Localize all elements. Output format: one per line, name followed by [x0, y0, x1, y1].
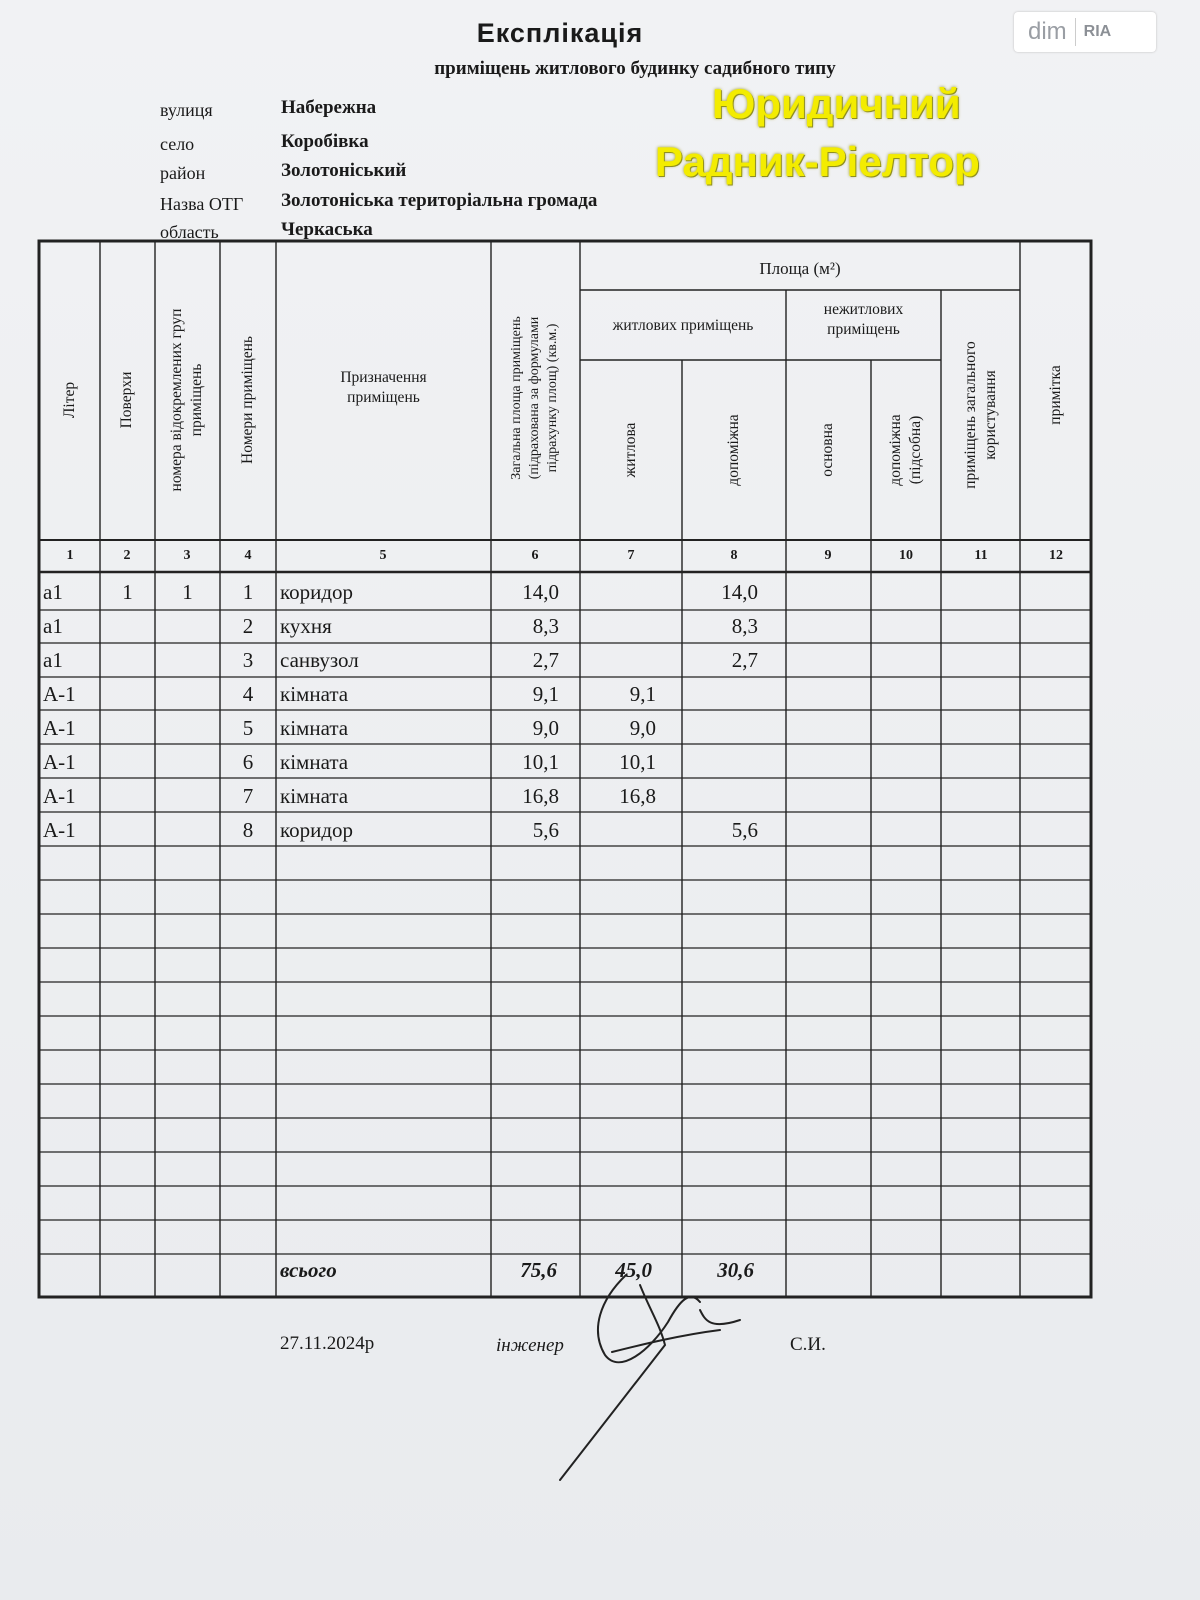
watermark-line2: Радник-Ріелтор: [655, 138, 980, 185]
address-label-community: Назва ОТГ: [160, 194, 244, 214]
cell-living-area: [580, 576, 656, 609]
totals-total-area: 75,6: [520, 1258, 557, 1282]
cell-group: [155, 780, 220, 813]
cell-total-area: 10,1: [522, 750, 559, 774]
cell-aux-area: [682, 712, 758, 745]
totals-living-area: 45,0: [615, 1258, 652, 1282]
header-room-number: Номери приміщень: [239, 336, 257, 464]
cell-purpose: коридор: [280, 580, 354, 604]
cell-liter: А-1: [43, 818, 76, 842]
cell-purpose: кімната: [280, 682, 349, 706]
header-total-area: [508, 316, 562, 479]
header-nonliving-main: основна: [819, 423, 837, 477]
cell-group: [155, 678, 220, 711]
cell-group: [155, 712, 220, 745]
header-living-aux: допоміжна: [725, 414, 743, 486]
cell-aux-area: [682, 746, 758, 779]
engineer-signature: [560, 1275, 740, 1480]
column-number-3: 3: [183, 548, 191, 563]
address-value-district: Золотоніський: [281, 160, 407, 181]
column-number-2: 2: [123, 548, 131, 563]
cell-group: [155, 644, 220, 677]
header-nonliving-group: [786, 300, 941, 340]
header-area-group: Площа (м²): [759, 259, 841, 278]
cell-purpose: коридор: [280, 818, 354, 842]
address-value-village: Коробівка: [281, 131, 369, 152]
cell-floor: [100, 780, 155, 813]
column-number-12: 12: [1049, 548, 1063, 563]
cell-liter: А-1: [43, 716, 76, 740]
column-number-4: 4: [244, 548, 252, 563]
cell-floor: [100, 678, 155, 711]
cell-liter: А-1: [43, 784, 76, 808]
header-nonliving-line1: нежитлових: [823, 301, 904, 318]
address-value-street: Набережна: [281, 97, 377, 118]
cell-living-area: 9,0: [629, 716, 656, 740]
column-number-5: 5: [379, 548, 387, 563]
cell-group: [155, 746, 220, 779]
cell-group: 1: [182, 580, 193, 604]
cell-total-area: 2,7: [532, 648, 559, 672]
address-value-region: Черкаська: [281, 219, 373, 240]
cell-room-number: 7: [242, 784, 254, 808]
cell-floor: [100, 644, 155, 677]
cell-aux-area: 14,0: [721, 580, 758, 604]
cell-liter: а1: [43, 580, 63, 604]
document-title: Експлікація: [476, 18, 644, 48]
footer-role: інженер: [496, 1335, 564, 1356]
header-living-main: житлова: [622, 422, 640, 478]
header-nonliving-aux-line1: допоміжна: [887, 414, 905, 486]
header-total-area-line2: (підрахована за формулами: [527, 316, 543, 480]
footer-date: 27.11.2024р: [280, 1333, 375, 1354]
address-label-district: район: [160, 163, 206, 183]
header-purpose-line1: Призначення: [340, 369, 427, 386]
address-label-region: область: [160, 222, 219, 242]
cell-total-area: 9,0: [532, 716, 559, 740]
cell-room-number: 2: [242, 614, 254, 638]
header-total-area-line1: Загальна площа приміщень: [509, 316, 525, 480]
footer-initials: С.И.: [790, 1334, 826, 1355]
cell-living-area: [580, 814, 656, 847]
document-subtitle: приміщень житлового будинку садибного типу: [434, 58, 836, 79]
cell-living-area: [580, 610, 656, 643]
cell-purpose: кімната: [280, 784, 349, 808]
cell-purpose: санвузол: [280, 648, 359, 672]
cell-aux-area: 8,3: [731, 614, 758, 638]
column-number-9: 9: [824, 548, 832, 563]
column-number-8: 8: [730, 548, 738, 563]
cell-purpose: кімната: [280, 750, 349, 774]
header-common-use-line1: приміщень загального: [962, 341, 980, 489]
cell-total-area: 14,0: [522, 580, 559, 604]
cell-floor: [100, 610, 155, 643]
totals-aux-area: 30,6: [717, 1258, 754, 1282]
cell-total-area: 16,8: [522, 784, 559, 808]
cell-purpose: кухня: [280, 614, 332, 638]
header-groups-line1: номера відокремлених груп: [168, 308, 186, 492]
address-value-community: Золотоніська територіальна громада: [281, 190, 598, 211]
column-number-11: 11: [974, 548, 988, 563]
cell-aux-area: [682, 678, 758, 711]
cell-group: [155, 814, 220, 847]
cell-room-number: 3: [242, 648, 254, 672]
cell-floor: 1: [122, 580, 133, 604]
column-number-6: 6: [531, 548, 539, 563]
cell-aux-area: 5,6: [731, 818, 758, 842]
cell-room-number: 6: [242, 750, 254, 774]
cell-total-area: 8,3: [532, 614, 559, 638]
cell-room-number: 5: [242, 716, 254, 740]
cell-purpose: кімната: [280, 716, 349, 740]
header-common-use-line2: користування: [982, 370, 999, 460]
watermark-line1: Юридичний: [712, 80, 961, 127]
cell-living-area: 9,1: [629, 682, 656, 706]
header-living-group: житлових приміщень: [612, 317, 754, 334]
cell-liter: А-1: [43, 682, 76, 706]
cell-room-number: 8: [242, 818, 254, 842]
header-nonliving-line2: приміщень: [827, 320, 900, 338]
cell-liter: А-1: [43, 750, 76, 774]
header-floors: Поверхи: [118, 371, 136, 429]
header-purpose-line2: приміщень: [347, 388, 420, 406]
address-label-village: село: [160, 134, 195, 154]
logo-text: dim: [1028, 18, 1067, 45]
header-purpose: [276, 368, 491, 408]
header-common-use: [961, 341, 1001, 488]
column-number-10: 10: [899, 548, 913, 563]
header-total-area-line3: підрахунку площ) (кв.м.): [544, 323, 560, 473]
header-note: примітка: [1047, 365, 1065, 425]
cell-floor: [100, 746, 155, 779]
cell-room-number: 4: [242, 682, 254, 706]
cell-total-area: 5,6: [532, 818, 559, 842]
header-nonliving-aux: [886, 414, 926, 485]
header-groups-line2: приміщень: [188, 363, 205, 437]
address-label-street: вулиця: [160, 100, 213, 120]
header-nonliving-aux-line2: (підсобна): [907, 415, 924, 485]
cell-aux-area: 2,7: [731, 648, 758, 672]
logo-brand: RIA: [1083, 23, 1112, 40]
cell-liter: а1: [43, 614, 63, 638]
cell-floor: [100, 814, 155, 847]
header-groups: [167, 309, 207, 492]
totals-label: всього: [280, 1258, 337, 1282]
cell-living-area: 16,8: [619, 784, 656, 808]
cell-total-area: 9,1: [532, 682, 559, 706]
cell-living-area: 10,1: [619, 750, 656, 774]
cell-floor: [100, 712, 155, 745]
cell-room-number: 1: [242, 580, 254, 604]
column-number-7: 7: [627, 548, 635, 563]
cell-liter: а1: [43, 648, 63, 672]
cell-living-area: [580, 644, 656, 677]
column-number-1: 1: [66, 548, 74, 563]
cell-group: [155, 610, 220, 643]
cell-aux-area: [682, 780, 758, 813]
header-liter: Літер: [61, 381, 79, 419]
